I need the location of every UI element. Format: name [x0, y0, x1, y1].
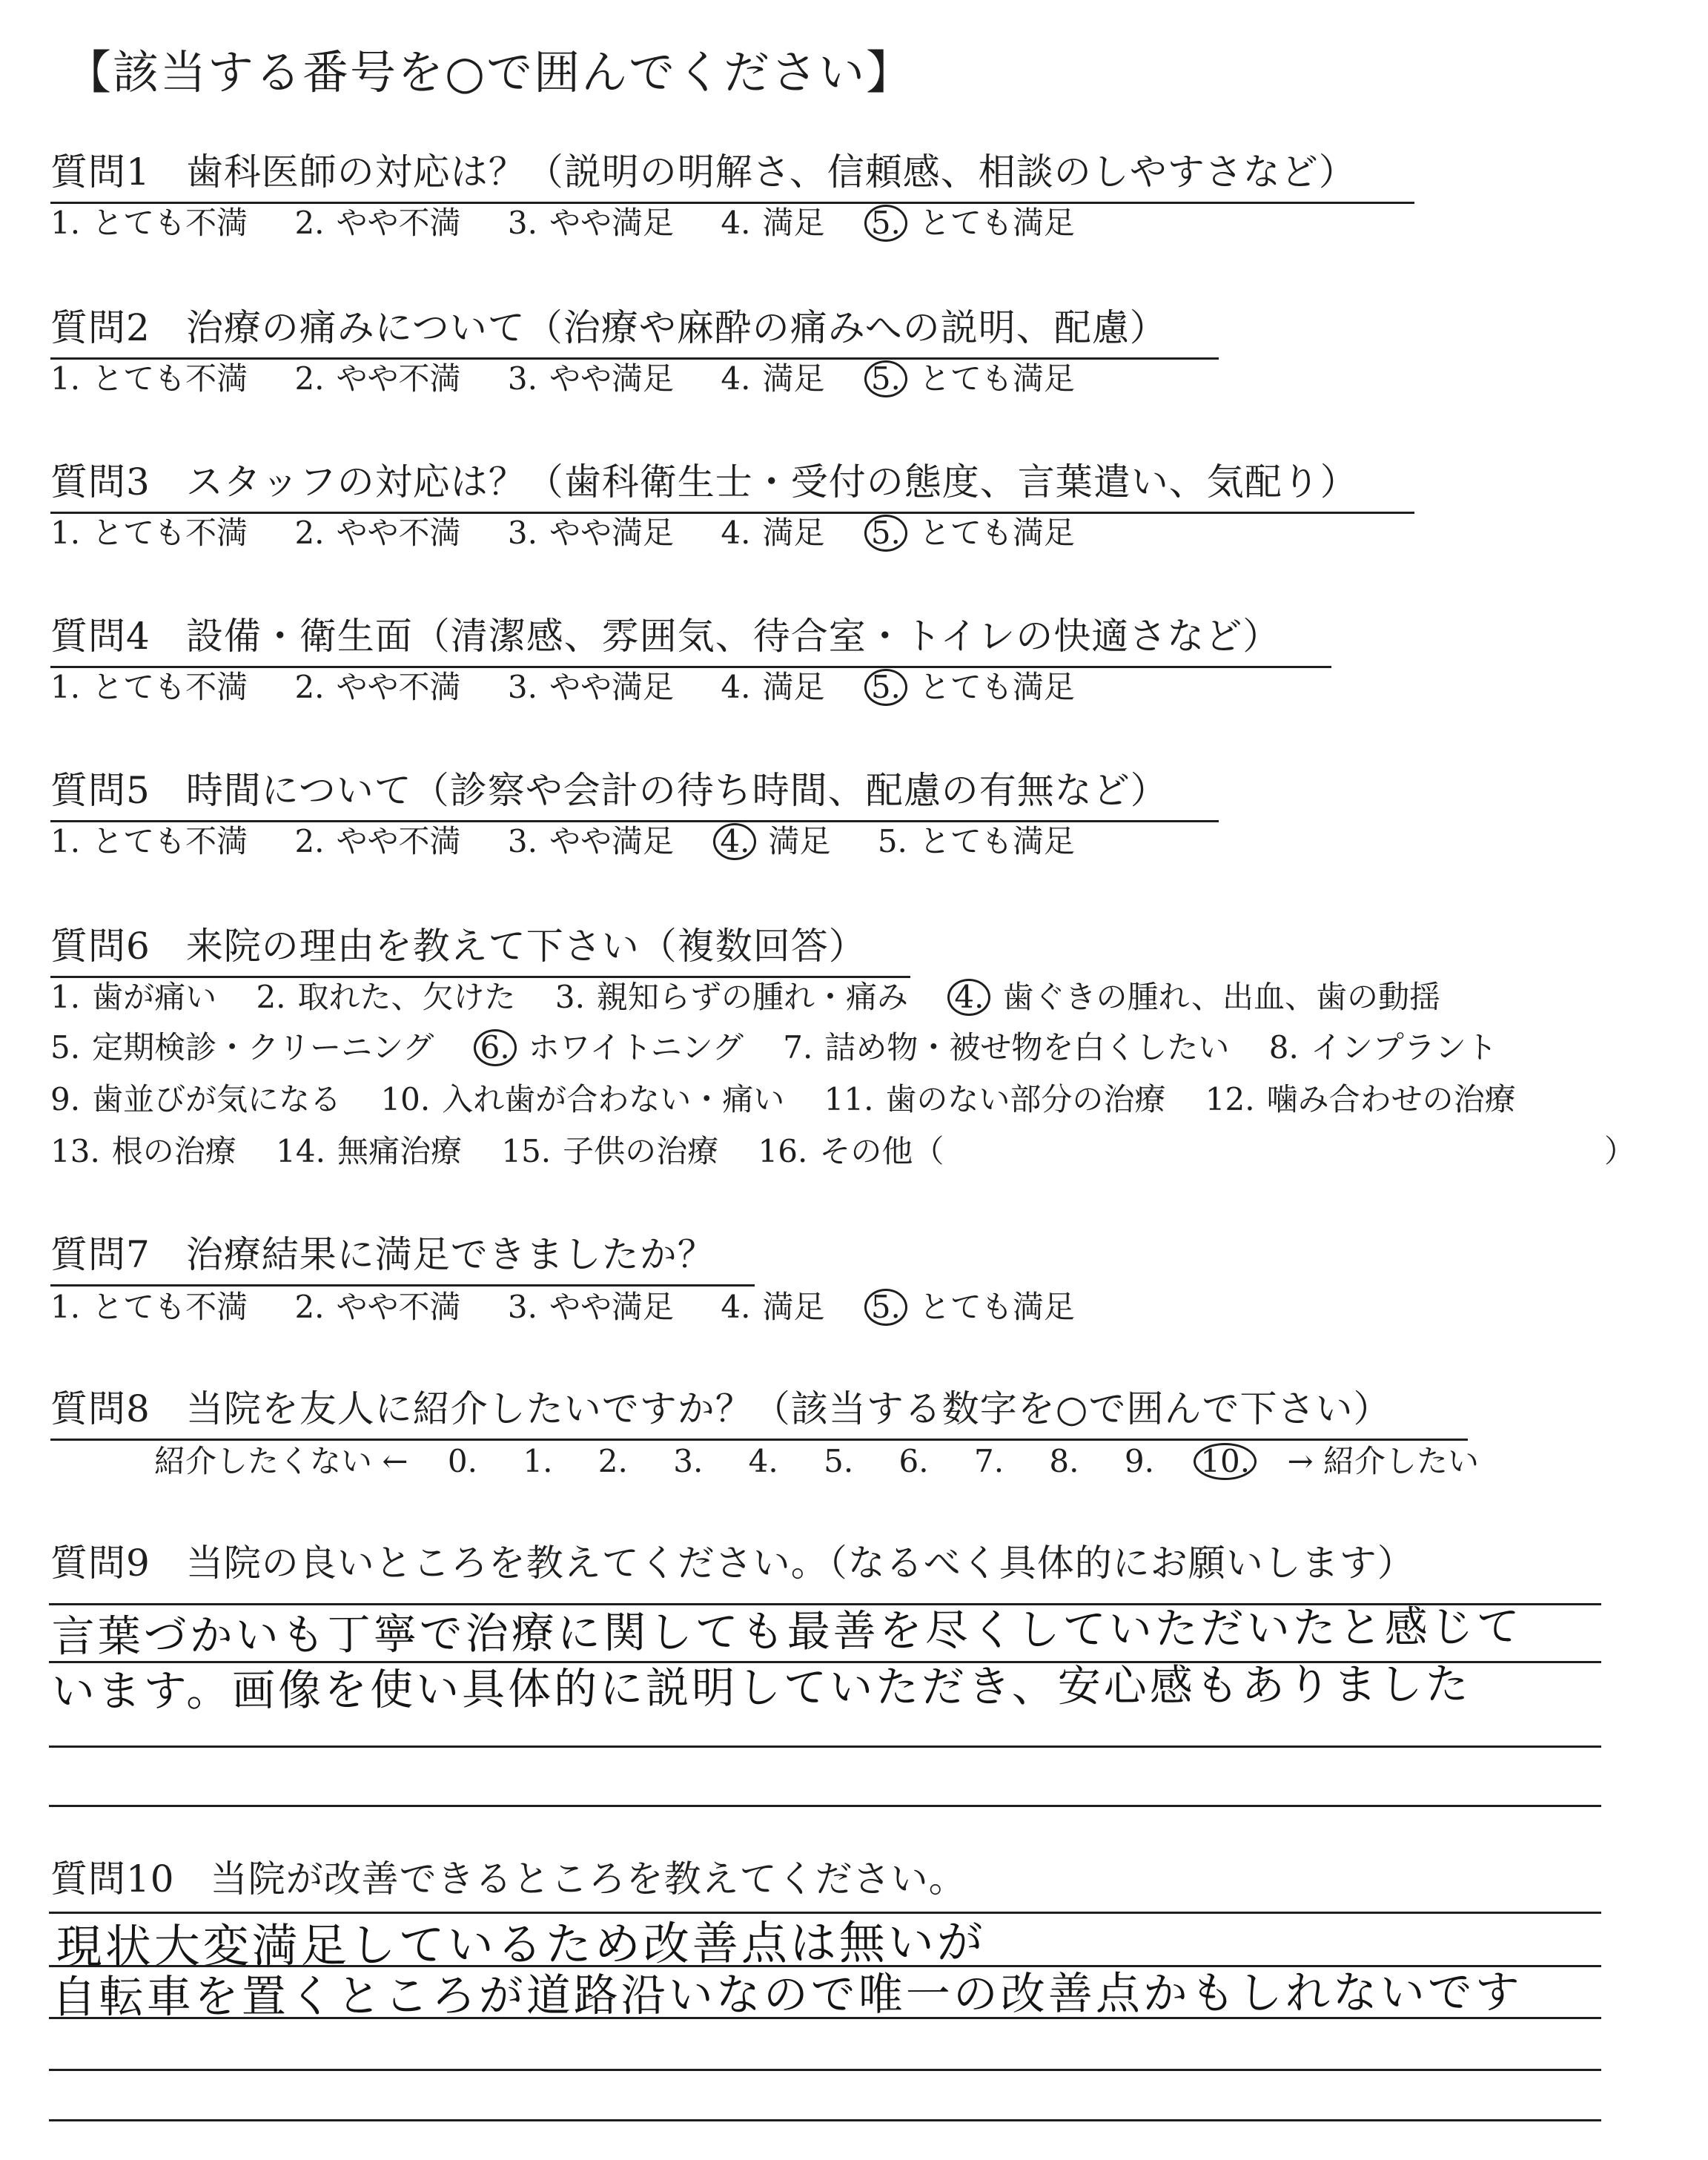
question-5-number: 質問5: [50, 769, 150, 812]
q8-scale-10-selected[interactable]: 10.: [1194, 1443, 1257, 1480]
q5-option-1[interactable]: 1. とても不満: [50, 823, 248, 859]
q7-option-2[interactable]: 2. やや不満: [294, 1289, 461, 1325]
q6-options-row-4: [50, 1127, 1659, 1172]
selected-circle: 5.: [864, 1289, 907, 1326]
q7-option-1[interactable]: 1. とても不満: [50, 1289, 248, 1325]
q6-option-10[interactable]: 10. 入れ歯が合わない・痛い: [380, 1081, 785, 1117]
q8-scale-1[interactable]: 1.: [523, 1443, 553, 1479]
answer-line: [49, 1805, 1601, 1807]
question-7-text: 治療結果に満足できましたか？: [185, 1233, 715, 1276]
selected-circle: 5.: [864, 205, 907, 242]
q6-options-row-3: [50, 1075, 1516, 1120]
q4-option-1[interactable]: 1. とても不満: [50, 669, 248, 705]
q4-option-2[interactable]: 2. やや不満: [294, 669, 461, 705]
question-3-title: [50, 452, 1414, 514]
question-3-number: 質問3: [50, 460, 150, 503]
question-5-options: [50, 817, 1075, 862]
selected-circle: 4.: [947, 979, 990, 1016]
q6-option-8[interactable]: 8. インプラント: [1268, 1029, 1497, 1066]
q6-option-13[interactable]: 13. 根の治療: [50, 1133, 236, 1169]
form-header: 【該当する番号を○で囲んでください】: [65, 45, 914, 99]
q6-other-close: ）: [1604, 1133, 1636, 1169]
question-1-options: [50, 199, 1075, 243]
question-4-text: 設備・衛生面（清潔感、雰囲気、待合室・トイレの快適さなど）: [185, 615, 1281, 658]
q7-option-5[interactable]: 5. とても満足: [864, 1289, 1075, 1325]
q4-option-5[interactable]: 5. とても満足: [864, 669, 1075, 705]
question-7-options: [50, 1283, 1075, 1327]
q5-option-5[interactable]: 5. とても満足: [877, 823, 1075, 859]
question-9-title: [50, 1533, 1415, 1587]
q6-option-9[interactable]: 9. 歯並びが気になる: [50, 1081, 342, 1117]
q6-option-2[interactable]: 2. 取れた、欠けた: [256, 979, 516, 1015]
q7-option-3[interactable]: 3. やや満足: [507, 1289, 674, 1325]
question-9-text: 当院の良いところを教えてください。（なるべく具体的にお願いします）: [185, 1542, 1415, 1585]
q5-option-2[interactable]: 2. やや不満: [294, 823, 461, 859]
question-2-number: 質問2: [50, 306, 150, 349]
q8-scale-0[interactable]: 0.: [447, 1443, 477, 1479]
q8-scale-7[interactable]: 7.: [973, 1443, 1004, 1479]
question-7-number: 質問7: [50, 1233, 150, 1276]
q5-option-3[interactable]: 3. やや満足: [507, 823, 674, 859]
q1-option-5[interactable]: 5. とても満足: [864, 205, 1075, 241]
question-5-title: [50, 761, 1219, 822]
q4-option-3[interactable]: 3. やや満足: [507, 669, 674, 705]
question-3-options: [50, 509, 1075, 553]
question-9-number: 質問9: [50, 1542, 150, 1585]
q9-handwritten-answer-line-1[interactable]: 言葉づかいも丁寧で治療に関しても最善を尽くしていただいたと感じて: [51, 1601, 1523, 1662]
q6-option-14[interactable]: 14. 無痛治療: [276, 1133, 462, 1169]
question-10-number: 質問10: [50, 1857, 175, 1900]
question-8-title: [50, 1379, 1468, 1441]
q6-option-5[interactable]: 5. 定期検診・クリーニング: [50, 1029, 434, 1066]
question-2-title: [50, 298, 1219, 360]
question-6-title: [50, 916, 910, 978]
question-5-text: 時間について（診察や会計の待ち時間、配慮の有無など）: [185, 769, 1168, 812]
q6-option-16[interactable]: 16. その他（: [758, 1133, 944, 1169]
q6-options-row-1: [50, 973, 1440, 1017]
question-7-title: [50, 1225, 755, 1287]
question-1-text: 歯科医師の対応は？（説明の明解さ、信頼感、相談のしやすさなど）: [185, 151, 1357, 194]
q8-right-label: → 紹介したい: [1287, 1443, 1479, 1479]
q6-option-4[interactable]: 4. 歯ぐきの腫れ、出血、歯の動揺: [947, 979, 1440, 1015]
q6-option-15[interactable]: 15. 子供の治療: [501, 1133, 719, 1169]
question-8-number: 質問8: [50, 1387, 150, 1430]
question-1-title: [50, 142, 1414, 204]
q2-option-1[interactable]: 1. とても不満: [50, 360, 248, 397]
q3-option-5[interactable]: 5. とても満足: [864, 515, 1075, 551]
q8-scale-8[interactable]: 8.: [1049, 1443, 1079, 1479]
q10-handwritten-answer-line-1[interactable]: 現状大変満足しているため改善点は無いが: [56, 1915, 986, 1974]
q10-handwritten-answer-line-2[interactable]: 自転車を置くところが道路沿いなので唯一の改善点かもしれないです: [51, 1966, 1523, 2024]
q8-scale-3[interactable]: 3.: [673, 1443, 704, 1479]
question-10-text: 当院が改善できるところを教えてください。: [210, 1857, 967, 1900]
question-2-text: 治療の痛みについて（治療や麻酔の痛みへの説明、配慮）: [185, 306, 1168, 349]
q8-scale-9[interactable]: 9.: [1124, 1443, 1154, 1479]
q2-option-4[interactable]: 4. 満足: [721, 360, 825, 397]
q6-option-3[interactable]: 3. 親知らずの腫れ・痛み: [555, 979, 908, 1015]
selected-circle: 6.: [474, 1029, 517, 1066]
question-10-title: [50, 1849, 967, 1903]
q8-scale-4[interactable]: 4.: [748, 1443, 778, 1479]
answer-line: [49, 2119, 1601, 2121]
q6-option-12[interactable]: 12. 噛み合わせの治療: [1205, 1081, 1516, 1117]
question-4-title: [50, 607, 1331, 668]
selected-circle: 4.: [713, 823, 756, 860]
q3-option-3[interactable]: 3. やや満足: [507, 515, 674, 551]
q2-option-5[interactable]: 5. とても満足: [864, 360, 1075, 397]
q6-options-row-2: [50, 1023, 1497, 1068]
question-4-number: 質問4: [50, 615, 150, 658]
q6-option-11[interactable]: 11. 歯のない部分の治療: [824, 1081, 1166, 1117]
question-8-text: 当院を友人に紹介したいですか？（該当する数字を○で囲んで下さい）: [185, 1387, 1391, 1430]
q6-option-1[interactable]: 1. 歯が痛い: [50, 979, 217, 1015]
q8-scale-6[interactable]: 6.: [898, 1443, 929, 1479]
question-6-number: 質問6: [50, 925, 150, 968]
question-6-text: 来院の理由を教えて下さい（複数回答）: [185, 925, 867, 968]
q8-left-label: 紹介したくない ←: [154, 1443, 408, 1479]
q3-option-4[interactable]: 4. 満足: [721, 515, 825, 551]
q5-option-4[interactable]: 4. 満足: [713, 823, 830, 859]
q8-scale-5[interactable]: 5.: [824, 1443, 854, 1479]
q1-option-1[interactable]: 1. とても不満: [50, 205, 248, 241]
q1-option-2[interactable]: 2. やや不満: [294, 205, 461, 241]
q6-option-6[interactable]: 6. ホワイトニング: [474, 1029, 744, 1066]
question-4-options: [50, 663, 1075, 707]
answer-line: [49, 1745, 1601, 1748]
question-1-number: 質問1: [50, 151, 150, 194]
selected-circle: 5.: [864, 515, 907, 552]
q3-option-1[interactable]: 1. とても不満: [50, 515, 248, 551]
question-3-text: スタッフの対応は？（歯科衛生士・受付の態度、言葉遣い、気配り）: [185, 460, 1358, 503]
question-2-options: [50, 354, 1075, 399]
selected-circle: 5.: [864, 360, 907, 397]
q6-option-7[interactable]: 7. 詰め物・被せ物を白くしたい: [783, 1029, 1230, 1066]
q9-handwritten-answer-line-2[interactable]: います。画像を使い具体的に説明していただき、安心感もありました: [51, 1658, 1472, 1717]
q3-option-2[interactable]: 2. やや不満: [294, 515, 461, 551]
q8-scale-2[interactable]: 2.: [598, 1443, 628, 1479]
q7-option-4[interactable]: 4. 満足: [721, 1289, 825, 1325]
answer-line: [49, 2069, 1601, 2071]
question-8-scale: [154, 1437, 1479, 1482]
q4-option-4[interactable]: 4. 満足: [721, 669, 825, 705]
q2-option-2[interactable]: 2. やや不満: [294, 360, 461, 397]
q2-option-3[interactable]: 3. やや満足: [507, 360, 674, 397]
selected-circle: 5.: [864, 669, 907, 706]
q1-option-4[interactable]: 4. 満足: [721, 205, 825, 241]
q1-option-3[interactable]: 3. やや満足: [507, 205, 674, 241]
